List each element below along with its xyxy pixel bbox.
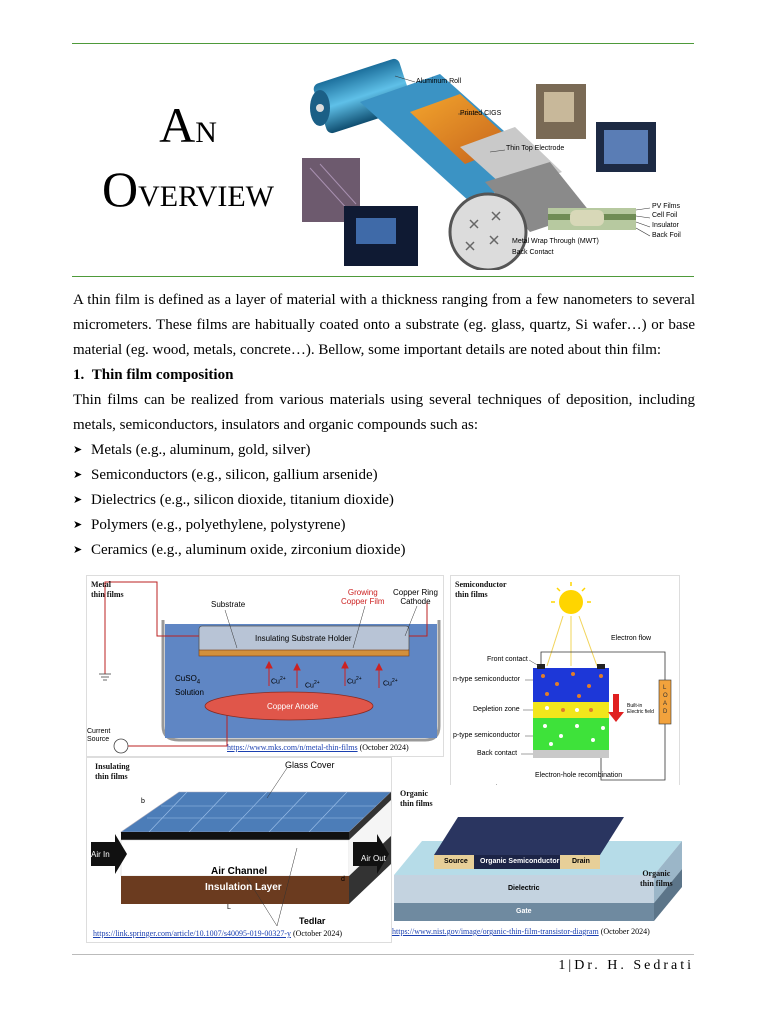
label-p-type: p-type semiconductor	[453, 732, 520, 739]
label-drain: Drain	[572, 858, 590, 865]
semiconductor-figure-label: Semiconductor thin films	[455, 580, 507, 599]
top-rule	[72, 43, 694, 44]
page-number: 1	[558, 958, 569, 973]
label-gate: Gate	[516, 908, 532, 915]
label-cu-ion: $Cu^{2+}$	[383, 678, 398, 688]
label-cu-ion: $Cu^{2+}$	[271, 676, 286, 686]
arrow-bullet-icon: ➤	[73, 494, 83, 506]
label-air-out: Air Out	[361, 854, 386, 863]
section-1-title: Thin film composition	[91, 367, 234, 383]
label-recombination: Electron-hole recombination	[535, 772, 623, 779]
label-source: Source	[444, 858, 468, 865]
label-dielectric: Dielectric	[508, 885, 540, 892]
roll-to-roll-pv-illustration	[300, 52, 692, 270]
semiconductor-thin-films-figure	[450, 575, 680, 817]
list-item: ➤ Ceramics (e.g., aluminum oxide, zirconium dioxide)	[73, 538, 406, 563]
label-substrate: Substrate	[211, 600, 246, 609]
pv-manufacturing-diagram	[300, 52, 692, 270]
label-insulation-layer: Insulation Layer	[205, 882, 282, 893]
label-thin-top-electrode: Thin Top Electrode	[506, 145, 565, 152]
label-pv-films: PV Films	[652, 203, 680, 210]
metal-credit-link[interactable]: https://www.mks.com/n/metal-thin-films	[227, 743, 358, 752]
label-copper-ring-cathode: Copper Ring Cathode	[393, 588, 438, 606]
solar-cell-diagram	[451, 576, 679, 816]
label-electron-flow: Electron flow	[611, 635, 652, 642]
solar-air-heater-diagram	[87, 758, 391, 942]
label-dim-l: L	[227, 904, 231, 911]
arrow-bullet-icon: ➤	[73, 544, 83, 556]
list-item: ➤ Dielectrics (e.g., silicon dioxide, titanium dioxide)	[73, 488, 406, 513]
insulating-figure-credit: https://link.springer.com/article/10.1007/s40095-019-00327-y (October 2024)	[93, 929, 343, 938]
label-air-channel: Air Channel	[211, 866, 268, 877]
organic-side-label: Organic thin films	[640, 869, 673, 888]
materials-list	[73, 438, 406, 563]
label-dim-b: b	[141, 798, 145, 805]
insulating-credit-link[interactable]: https://link.springer.com/article/10.1007/s40095-019-00327-y	[93, 929, 291, 938]
label-front-contact: Front contact	[487, 656, 528, 663]
label-insulator: Insulator	[652, 222, 679, 229]
label-substrate-holder: Insulating Substrate Holder	[255, 634, 352, 643]
label-organic-semiconductor: Organic Semiconductor	[480, 858, 560, 865]
footer-rule	[72, 954, 694, 955]
label-back-foil: Back Foil	[652, 232, 681, 239]
organic-credit-link[interactable]: https://www.nist.gov/image/organic-thin-film-transistor-diagram	[392, 927, 599, 936]
label-current-source: Current Source	[87, 728, 111, 743]
organic-thin-films-figure	[392, 785, 682, 941]
title-bottom-rule	[72, 276, 694, 277]
insulating-thin-films-figure	[86, 757, 392, 943]
metal-figure-credit: https://www.mks.com/n/metal-thin-films (October 2024)	[227, 743, 409, 752]
label-n-type: n-type semiconductor	[453, 676, 520, 683]
insulating-figure-label: Insulating thin films	[95, 762, 130, 781]
organic-figure-credit: https://www.nist.gov/image/organic-thin-film-transistor-diagram (October 2024)	[392, 927, 650, 936]
label-cu-ion: $Cu^{2+}$	[347, 676, 362, 686]
label-air-in: Air In	[91, 850, 110, 859]
metal-thin-films-figure	[86, 575, 444, 757]
title-line-an: AN	[159, 97, 217, 153]
section-1-number: 1.	[73, 367, 85, 383]
footer-author: Dr. H. Sedrati	[574, 958, 694, 973]
electroplating-diagram	[87, 576, 443, 756]
label-cell-foil: Cell Foil	[652, 212, 678, 219]
section-1-heading	[73, 363, 233, 388]
title-line-overview: OVERVIEW	[101, 161, 274, 217]
label-back-contact: Back Contact	[512, 249, 554, 256]
label-printed-cigs: Printed CIGS	[460, 110, 502, 117]
list-item: ➤ Polymers (e.g., polyethylene, polystyrene)	[73, 513, 406, 538]
label-load: LOAD	[663, 685, 668, 715]
label-depletion-zone: Depletion zone	[473, 706, 520, 713]
arrow-bullet-icon: ➤	[73, 469, 83, 481]
section-1-body: Thin films can be realized from various materials using several techniques of deposition, including metals, semiconductors, insulators and organic compounds such as:	[73, 392, 695, 433]
list-item: ➤ Semiconductors (e.g., silicon, gallium arsenide)	[73, 463, 406, 488]
label-aluminum-roll: Aluminum Roll	[416, 78, 462, 85]
label-glass-cover: Glass Cover	[285, 760, 335, 770]
label-copper-anode: Copper Anode	[267, 702, 319, 711]
metal-figure-label: Metal thin films	[91, 580, 124, 599]
intro-paragraph: A thin film is defined as a layer of material with a thickness ranging from a few nanometers to several micrometers. These films are habitually coated onto a substrate (eg. glass, quartz, Si wafer…) or base material (eg. wood, metals, concrete…). Bellow, some important details are noted about thin film:	[73, 292, 695, 358]
label-cuso4: CuSO$_4$ Solution	[175, 674, 204, 697]
label-cu-ion: $Cu^{2+}$	[305, 680, 320, 690]
label-tedlar: Tedlar	[299, 916, 326, 926]
page-footer	[558, 958, 694, 974]
label-growing-copper-film: Growing Copper Film	[341, 588, 385, 606]
label-back-contact: Back contact	[477, 750, 518, 757]
arrow-bullet-icon: ➤	[73, 444, 83, 456]
label-mwt: Metal Wrap Through (MWT)	[512, 238, 599, 245]
list-item: ➤ Metals (e.g., aluminum, gold, silver)	[73, 438, 406, 463]
page-title	[78, 97, 298, 217]
footer-separator: |	[568, 958, 575, 973]
organic-figure-label: Organic thin films	[400, 789, 433, 808]
arrow-bullet-icon: ➤	[73, 519, 83, 531]
label-dim-d: d	[341, 876, 345, 883]
label-built-in-field: Built-in Electric field	[627, 703, 654, 715]
